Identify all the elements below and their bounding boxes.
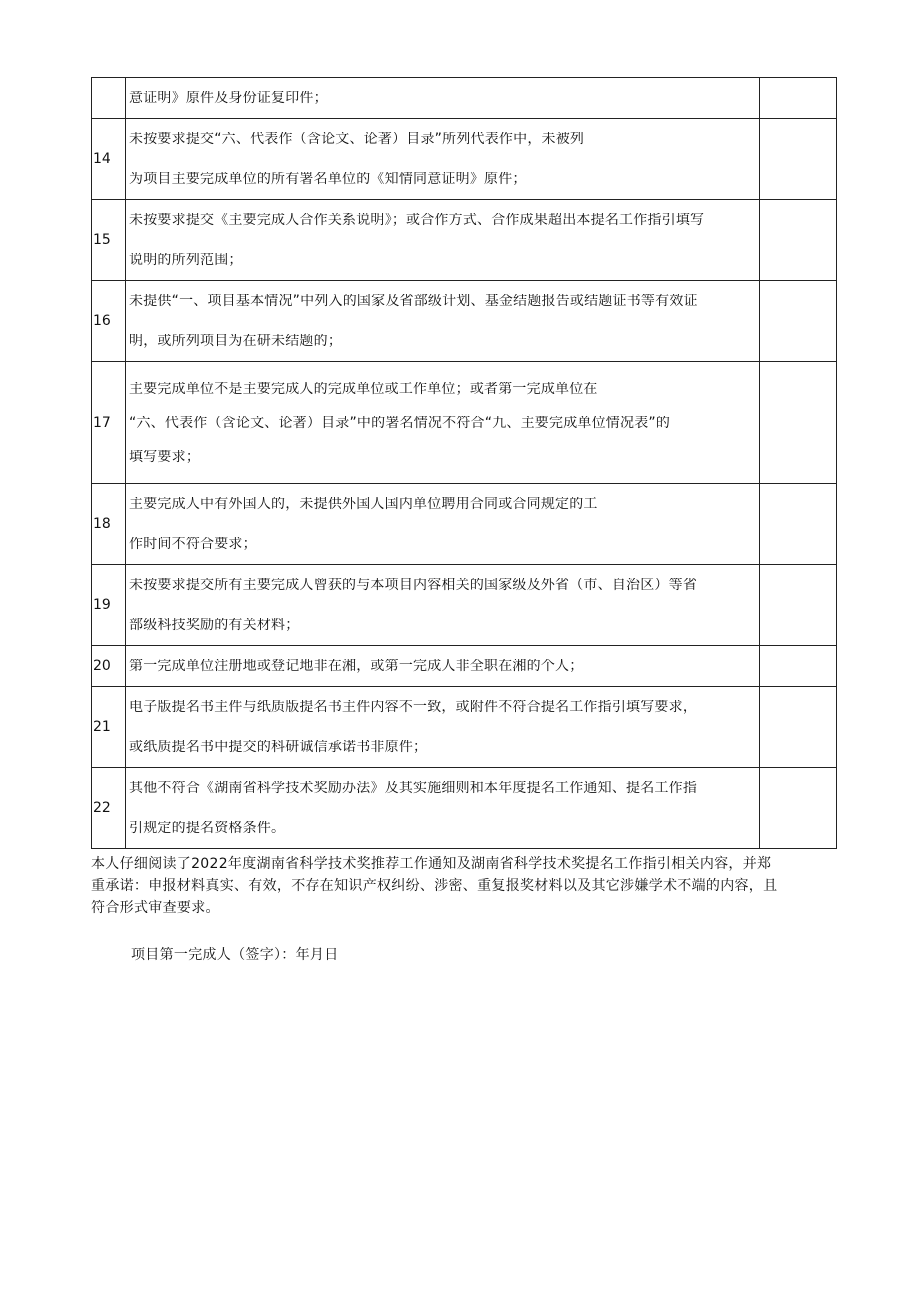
row-check-cell[interactable] xyxy=(759,281,836,362)
requirement-text-line: 未按要求提交“六、代表作（含论文、论著）目录”所列代表作中，未被列 xyxy=(129,132,585,146)
row-number: 19 xyxy=(92,565,126,646)
statement-char: 要 xyxy=(176,900,192,916)
statement-char: 审 xyxy=(148,900,163,916)
row-number: 20 xyxy=(92,646,126,687)
table-row xyxy=(92,484,837,565)
row-requirement-text xyxy=(126,78,760,119)
row-requirement-text xyxy=(126,200,760,281)
requirement-text-line: 引规定的提名资格条件。 xyxy=(129,821,286,835)
row-check-cell[interactable] xyxy=(759,78,836,119)
requirement-text-line: 或纸质提名书中提交的科研诚信承诺书非原件； xyxy=(129,740,428,754)
commitment-statement xyxy=(91,853,837,919)
row-number: 18 xyxy=(92,484,126,565)
requirement-text-line: 其他不符合《湖南省科学技术奖励办法》及其实施细则和本年度提名工作通知、提名工作指 xyxy=(129,781,698,795)
requirement-text-line: 未提供“一、项目基本情况”中列入的国家及省部级计划、基金结题报告或结题证书等有效证 xyxy=(129,294,698,308)
row-check-cell[interactable] xyxy=(759,484,836,565)
row-number: 21 xyxy=(92,687,126,768)
requirement-text-line: “六、代表作（含论文、论著）目录”中的署名情况不符合“九、主要完成单位情况表”的 xyxy=(129,415,671,430)
statement-char: 合 xyxy=(105,900,120,916)
statement-char: 查 xyxy=(162,900,177,916)
requirement-text-line: 部级科技奖励的有关材料； xyxy=(129,618,300,632)
row-check-cell[interactable] xyxy=(759,646,836,687)
eligibility-checklist-table xyxy=(91,77,837,849)
statement-line-3 xyxy=(91,897,829,919)
requirement-text-line: 填写要求； xyxy=(129,449,201,464)
row-check-cell[interactable] xyxy=(759,362,836,484)
table-row xyxy=(92,200,837,281)
row-check-cell[interactable] xyxy=(759,119,836,200)
requirement-text-line: 明，或所列项目为在研未结题的； xyxy=(129,334,343,348)
table-row xyxy=(92,119,837,200)
requirement-text-line: 第一完成单位注册地或登记地非在湘，或第一完成人非全职在湘的个人； xyxy=(129,659,584,673)
row-number: 14 xyxy=(92,119,126,200)
row-requirement-text xyxy=(126,281,760,362)
statement-char: 式 xyxy=(133,900,149,916)
row-number: 15 xyxy=(92,200,126,281)
statement-char: 。 xyxy=(205,900,220,916)
signature-line: 项目第一完成人（签字）：年月日 xyxy=(131,947,339,963)
statement-char: 求 xyxy=(191,900,206,916)
table-row xyxy=(92,646,837,687)
row-number: 22 xyxy=(92,768,126,849)
requirement-text-line: 为项目主要完成单位的所有署名单位的《知情同意证明》原件； xyxy=(129,172,527,186)
row-requirement-text xyxy=(126,687,760,768)
requirement-text-line: 电子版提名书主件与纸质版提名书主件内容不一致，或附件不符合提名工作指引填写要求， xyxy=(129,700,698,714)
row-requirement-text xyxy=(126,768,760,849)
row-number xyxy=(92,78,126,119)
requirement-text-line: 意证明》原件及身份证复印件； xyxy=(129,91,328,105)
requirement-text-line: 未按要求提交《主要完成人合作关系说明》；或合作方式、合作成果超出本提名工作指引填写 xyxy=(129,213,705,227)
row-check-cell[interactable] xyxy=(759,768,836,849)
statement-char: 符 xyxy=(91,900,106,916)
statement-line-2: 重承诺：申报材料真实、有效，不存在知识产权纠纷、涉密、重复报奖材料以及其它涉嫌学术不端的内容，且 xyxy=(91,878,778,894)
row-requirement-text xyxy=(126,119,760,200)
row-requirement-text xyxy=(126,565,760,646)
table-row xyxy=(92,565,837,646)
row-number: 16 xyxy=(92,281,126,362)
requirement-text-line: 主要完成单位不是主要完成人的完成单位或工作单位；或者第一完成单位在 xyxy=(129,381,598,396)
statement-char: 形 xyxy=(119,900,134,916)
row-requirement-text xyxy=(126,646,760,687)
table-row xyxy=(92,687,837,768)
requirement-text-line: 作时间不符合要求； xyxy=(129,537,257,551)
requirement-text-line: 说明的所列范围； xyxy=(129,253,243,267)
table-row xyxy=(92,362,837,484)
statement-line-1: 本人仔细阅读了2022年度湖南省科学技术奖推荐工作通知及湖南省科学技术奖提名工作指引相关内容，并郑 xyxy=(91,856,772,872)
row-requirement-text xyxy=(126,484,760,565)
table-row xyxy=(92,768,837,849)
table-row xyxy=(92,281,837,362)
row-check-cell[interactable] xyxy=(759,687,836,768)
row-check-cell[interactable] xyxy=(759,565,836,646)
row-requirement-text xyxy=(126,362,760,484)
row-check-cell[interactable] xyxy=(759,200,836,281)
table-row xyxy=(92,78,837,119)
row-number: 17 xyxy=(92,362,126,484)
requirement-text-line: 主要完成人中有外国人的，未提供外国人国内单位聘用合同或合同规定的工 xyxy=(129,497,598,511)
requirement-text-line: 未按要求提交所有主要完成人曾获的与本项目内容相关的国家级及外省（市、自治区）等省 xyxy=(129,578,698,592)
